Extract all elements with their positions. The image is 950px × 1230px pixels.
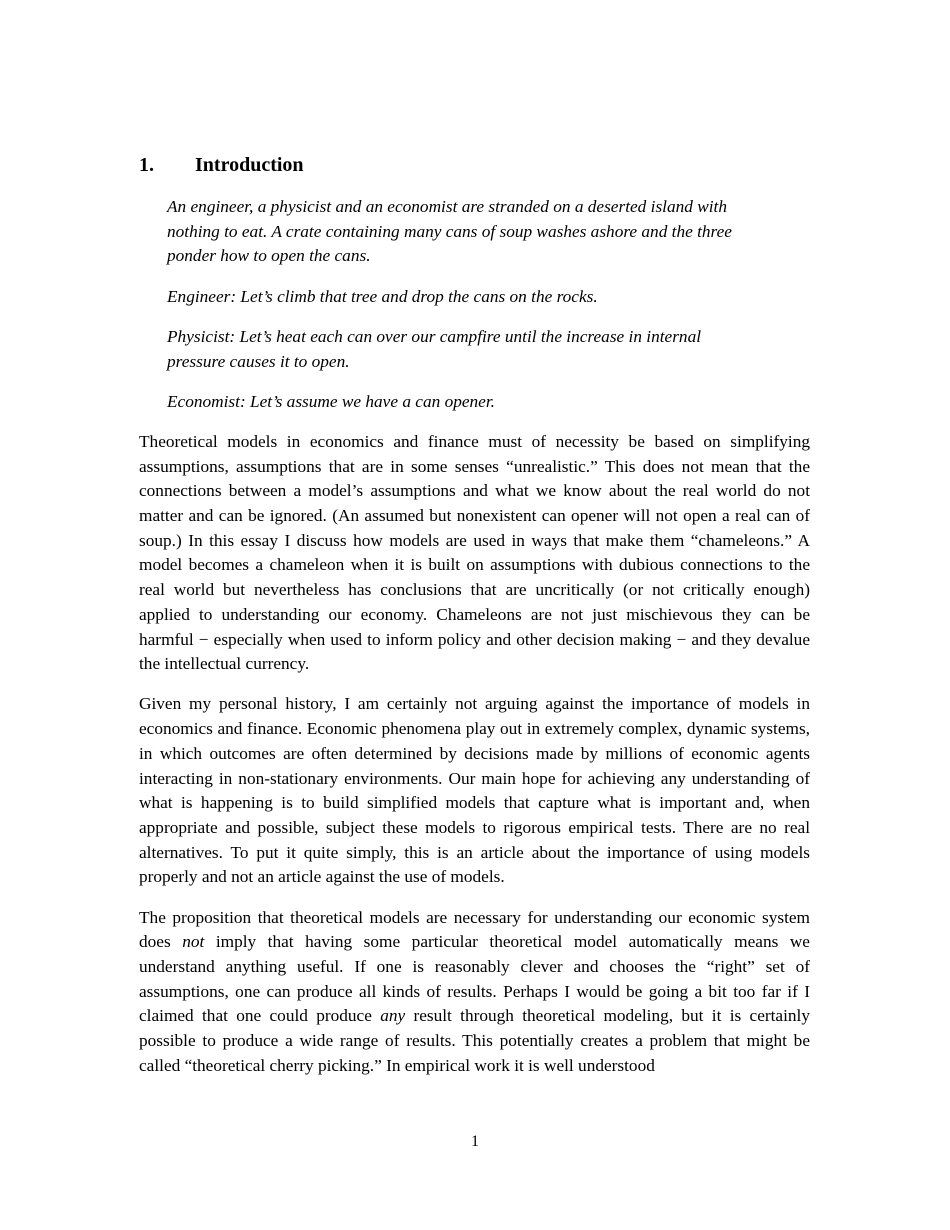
epigraph-physicist-line: Physicist: Let’s heat each can over our campfire until the increase in internal pressure causes it to open.	[167, 326, 702, 371]
body-paragraph-cherry-picking	[139, 906, 810, 1079]
epigraph-engineer-line: Engineer: Let’s climb that tree and drop the cans on the rocks.	[167, 286, 598, 306]
section-title: Introduction	[195, 154, 304, 176]
paragraph-text: result through theoretical modeling, but it is certainly possible to produce a wide range of results. This potentially creates a problem that might be called “theoretical cherry picking.” In empirical work it is well understood	[139, 1006, 810, 1075]
section-number: 1.	[139, 154, 154, 176]
body-paragraph: Given my personal history, I am certainly not arguing against the importance of models in economics and finance. Economic phenomena play out in extremely complex, dynamic systems, in which outcomes are often determined by decisions made by millions of economic agents interacting in non-stationary environments. Our main hope for achieving any understanding of what is happening is to build simplified models that capture what is important and, when appropriate and possible, subject these models to rigorous empirical tests. There are no real alternatives. To put it quite simply, this is an article about the importance of using models properly and not an article against the use of models.	[139, 694, 810, 887]
section-body	[139, 195, 810, 1094]
paragraph-text: imply that having some particular theoretical model automatically means we understand anything useful. If one is reasonably clever and chooses the “right” set of assumptions, one can produce all kinds of results. Perhaps I would be going a bit too far if I claimed that one could produce	[139, 932, 810, 1026]
epigraph-setup: An engineer, a physicist and an economist are stranded on a deserted island with nothing to eat. A crate containing many cans of soup washes ashore and the three ponder how to open the cans.	[167, 197, 732, 266]
emphasis-any: any	[380, 1006, 406, 1026]
emphasis-not: not	[182, 932, 205, 952]
epigraph-economist-line: Economist: Let’s assume we have a can opener.	[167, 391, 495, 411]
page-number: 1	[471, 1133, 479, 1150]
paragraph-text: The proposition that theoretical models are necessary for understanding our economic system does	[139, 907, 810, 952]
section-heading	[139, 152, 304, 178]
body-paragraph: Theoretical models in economics and finance must of necessity be based on simplifying assumptions, assumptions that are in some senses “unrealistic.” This does not mean that the connections between a model’s assumptions and what we know about the real world do not matter and can be ignored. (An assumed but nonexistent can opener will not open a real can of soup.) In this essay I discuss how models are used in ways that make them “chameleons.” A model becomes a chameleon when it is built on assumptions with dubious connections to the real world but nevertheless has conclusions that are uncritically (or not critically enough) applied to understanding our economy. Chameleons are not just mischievous they can be harmful − especially when used to inform policy and other decision making − and they devalue the intellectual currency.	[139, 431, 810, 674]
